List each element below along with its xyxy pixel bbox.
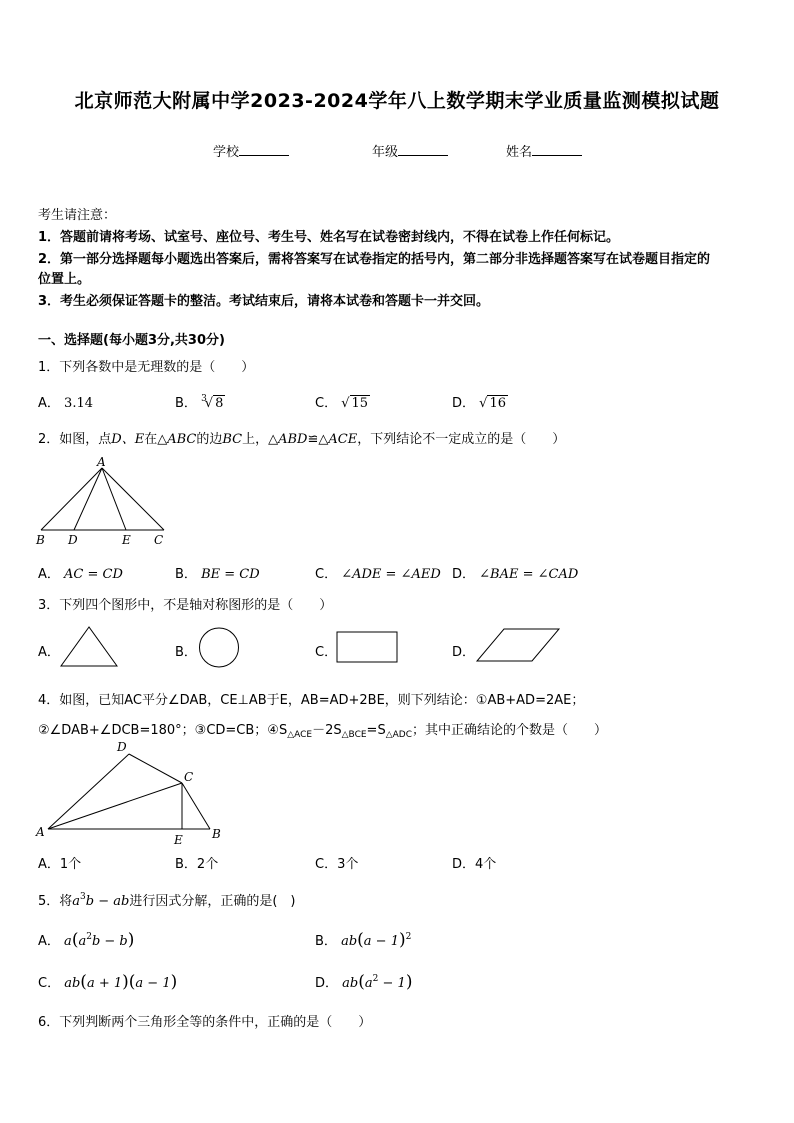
q2-label-d: D (68, 533, 78, 547)
q2-option-d[interactable]: D． ∠BAE = ∠CAD (452, 567, 579, 582)
q2-label-c: C (154, 533, 164, 547)
notice-item: 2．第一部分选择题每小题选出答案后，需将答案写在试卷指定的括号内，第二部分非选择题答案写在试卷题目指定的 (38, 252, 711, 267)
q2-option-a[interactable]: A． AC = CD (38, 567, 123, 582)
q5-option-b[interactable]: B． $ab(a - 1)^2$ (315, 930, 412, 950)
q4-label-d: D (117, 740, 127, 754)
q3-option-a[interactable]: A． (38, 645, 60, 660)
section-heading: 一、选择题(每小题3分,共30分) (38, 333, 225, 348)
q4-option-b[interactable]: B．2个 (175, 857, 219, 872)
page-title: 北京师范大附属中学2023-2024学年八上数学期末学业质量监测模拟试题 (74, 90, 720, 112)
notice-item: 1．答题前请将考场、试室号、座位号、考生号、姓名写在试卷密封线内，不得在试卷上作任何标记。 (38, 230, 620, 245)
q3-triangle-shape (60, 626, 120, 668)
q3-rectangle-shape (336, 631, 400, 665)
q1-option-d[interactable]: D． √ 16 (452, 396, 506, 411)
q2-option-c[interactable]: C． ∠ADE = ∠AED (315, 567, 441, 582)
q3-option-c[interactable]: C． (315, 645, 338, 660)
q5-option-c[interactable]: C． ab(a + 1)(a − 1) (38, 972, 178, 992)
q4-option-c[interactable]: C．3个 (315, 857, 359, 872)
notice-item: 位置上。 (38, 272, 91, 287)
q1-stem: 1．下列各数中是无理数的是（ ） (38, 360, 255, 375)
q3-option-b[interactable]: B． (175, 645, 197, 660)
q2-label-b: B (36, 533, 45, 547)
q4-stem-line2: ②∠DAB+∠DCB=180°；③CD=CB；$④S_{\triangle ACE}-2S_{\triangle BCE}=S_{\triangle ADC}$；其中正确结论的个数是（ ） (38, 723, 608, 740)
q3-parallelogram-shape (476, 627, 562, 665)
q6-stem: 6．下列判断两个三角形全等的条件中，正确的是（ ） (38, 1015, 372, 1030)
q1-option-a[interactable]: A． 3.14 (38, 396, 93, 411)
notice-heading: 考生请注意： (38, 208, 117, 223)
q4-quadrilateral-figure (36, 740, 226, 846)
q4-option-d[interactable]: D．4个 (452, 857, 497, 872)
q4-label-c: C (184, 770, 194, 784)
q2-stem: 2．如图，点D、E在△ABC的边BC上，△ABD≌△ACE，下列结论不一定成立的是（ ） (38, 432, 566, 447)
name-field[interactable]: 姓名 (506, 141, 582, 160)
q4-stem-line1: 4．如图，已知AC平分∠DAB，CE⊥AB于E，AB=AD+2BE，则下列结论：①AB+AD=2AE； (38, 693, 585, 708)
q3-stem: 3．下列四个图形中，不是轴对称图形的是（ ） (38, 598, 333, 613)
grade-field[interactable]: 年级 (372, 141, 448, 160)
q5-stem: 5．将$a^3b$ − ab进行因式分解，正确的是( ) (38, 892, 296, 909)
q4-option-a[interactable]: A．1个 (38, 857, 82, 872)
q2-triangle-figure (36, 455, 171, 547)
school-field[interactable]: 学校 (213, 141, 289, 160)
q2-option-b[interactable]: B． BE = CD (175, 567, 260, 582)
q1-option-c[interactable]: C． √ 15 (315, 396, 369, 411)
q2-label-e: E (122, 533, 131, 547)
q4-label-b: B (212, 827, 221, 841)
q5-option-d[interactable]: D． $ab(a^2 - 1)$ (315, 972, 413, 992)
q5-option-a[interactable]: A． $a(a^2b - b)$ (38, 930, 135, 950)
q4-label-e: E (174, 833, 183, 847)
notice-item: 3．考生必须保证答题卡的整洁。考试结束后，请将本试卷和答题卡一并交回。 (38, 294, 490, 309)
q2-label-a: A (97, 455, 106, 469)
q3-circle-shape (198, 627, 242, 669)
q1-option-b[interactable]: B． $^3$√ 8 (175, 394, 224, 411)
q3-option-d[interactable]: D． (452, 645, 476, 660)
q4-label-a: A (36, 825, 45, 839)
